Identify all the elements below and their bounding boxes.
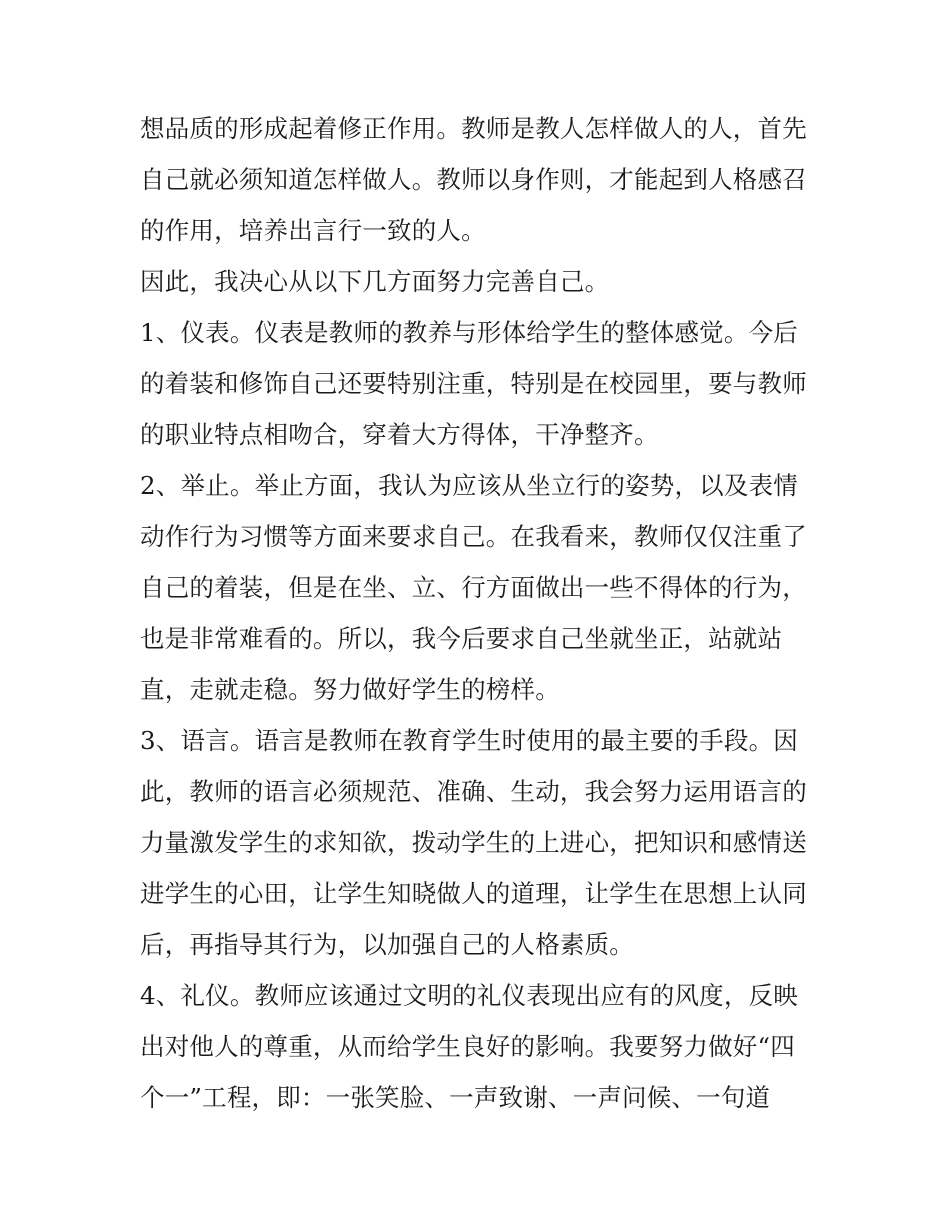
text-line: 的着装和修饰自己还要特别注重，特别是在校园里，要与教师 — [140, 369, 807, 398]
text-line: 进学生的心田，让学生知晓做人的道理，让学生在思想上认同 — [140, 879, 807, 908]
text-line: 4、礼仪。教师应该通过文明的礼仪表现出应有的风度，反映 — [140, 981, 798, 1010]
text-line: 1、仪表。仪表是教师的教养与形体给学生的整体感觉。今后 — [140, 318, 798, 347]
text-line: 自己的着装，但是在坐、立、行方面做出一些不得体的行为， — [140, 573, 807, 602]
text-line: 个一”工程，即：一张笑脸、一声致谢、一声问候、一句道 — [140, 1083, 771, 1112]
text-line: 此，教师的语言必须规范、准确、生动，我会努力运用语言的 — [140, 777, 807, 806]
text-line: 想品质的形成起着修正作用。教师是教人怎样做人的人，首先 — [140, 114, 807, 143]
text-line: 3、语言。语言是教师在教育学生时使用的最主要的手段。因 — [140, 726, 798, 755]
text-line: 2、举止。举止方面，我认为应该从坐立行的姿势，以及表情 — [140, 471, 798, 500]
document-body — [140, 103, 820, 1123]
text-line: 出对他人的尊重，从而给学生良好的影响。我要努力做好“四 — [140, 1032, 795, 1061]
text-line: 力量激发学生的求知欲，拨动学生的上进心，把知识和感情送 — [140, 828, 807, 857]
text-line: 也是非常难看的。所以，我今后要求自己坐就坐正，站就站 — [140, 624, 783, 653]
text-line: 直，走就走稳。努力做好学生的榜样。 — [140, 675, 560, 704]
text-line: 动作行为习惯等方面来要求自己。在我看来，教师仅仅注重了 — [140, 522, 807, 551]
text-line: 自己就必须知道怎样做人。教师以身作则，才能起到人格感召 — [140, 165, 807, 194]
text-line: 的职业特点相吻合，穿着大方得体，干净整齐。 — [140, 420, 659, 449]
text-line: 的作用，培养出言行一致的人。 — [140, 216, 486, 245]
text-line: 因此，我决心从以下几方面努力完善自己。 — [140, 267, 610, 296]
text-line: 后，再指导其行为，以加强自己的人格素质。 — [140, 930, 634, 959]
